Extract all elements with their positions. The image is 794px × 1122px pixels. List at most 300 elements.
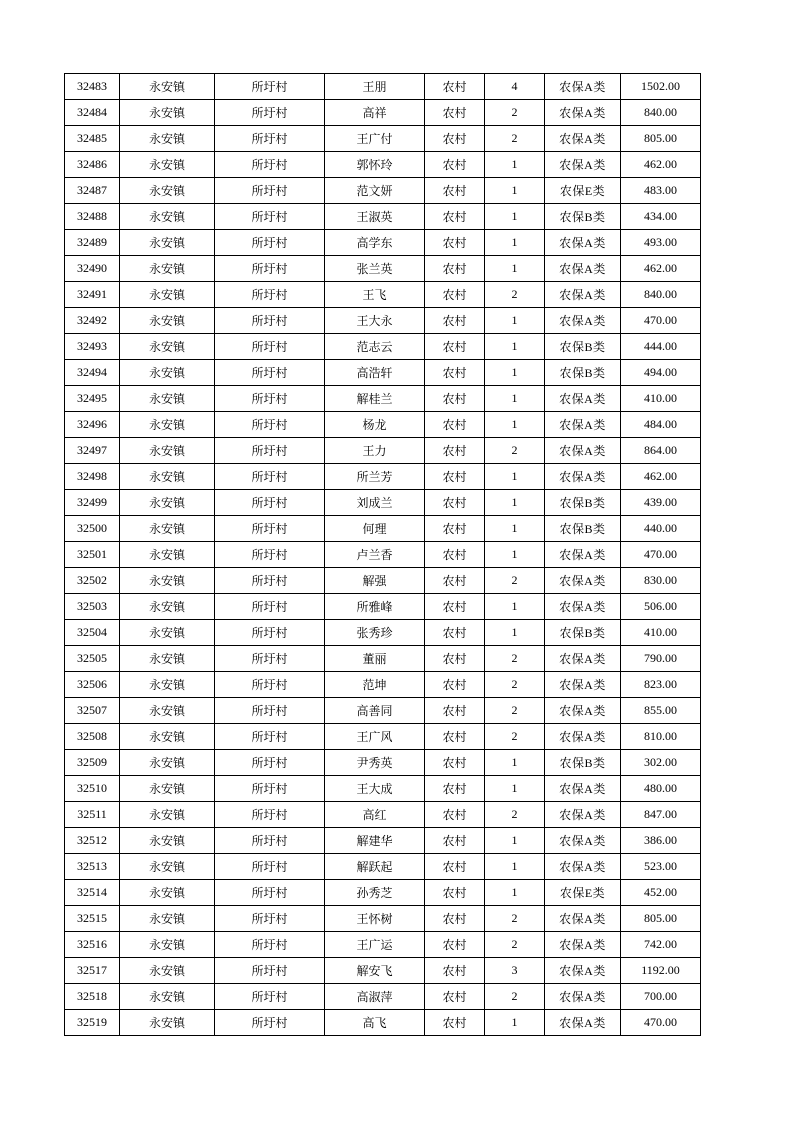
table-cell-category: 农保A类 xyxy=(545,152,621,178)
table-cell-town: 永安镇 xyxy=(120,854,215,880)
table-cell-count: 1 xyxy=(485,334,545,360)
table-cell-town: 永安镇 xyxy=(120,256,215,282)
table-cell-amount: 805.00 xyxy=(621,906,701,932)
table-cell-amount: 483.00 xyxy=(621,178,701,204)
table-cell-type: 农村 xyxy=(425,776,485,802)
table-cell-id: 32497 xyxy=(65,438,120,464)
table-cell-village: 所圩村 xyxy=(215,464,325,490)
table-row xyxy=(65,490,701,516)
table-cell-id: 32492 xyxy=(65,308,120,334)
table-cell-type: 农村 xyxy=(425,412,485,438)
table-cell-village: 所圩村 xyxy=(215,74,325,100)
table-cell-name: 王怀树 xyxy=(325,906,425,932)
table-cell-village: 所圩村 xyxy=(215,152,325,178)
table-cell-count: 4 xyxy=(485,74,545,100)
table-cell-count: 2 xyxy=(485,724,545,750)
table-cell-village: 所圩村 xyxy=(215,100,325,126)
table-cell-count: 2 xyxy=(485,672,545,698)
table-cell-type: 农村 xyxy=(425,360,485,386)
table-cell-amount: 440.00 xyxy=(621,516,701,542)
table-cell-town: 永安镇 xyxy=(120,516,215,542)
table-cell-village: 所圩村 xyxy=(215,958,325,984)
table-cell-id: 32487 xyxy=(65,178,120,204)
table-row xyxy=(65,152,701,178)
table-cell-amount: 480.00 xyxy=(621,776,701,802)
table-cell-category: 农保A类 xyxy=(545,412,621,438)
table-cell-village: 所圩村 xyxy=(215,932,325,958)
table-cell-type: 农村 xyxy=(425,880,485,906)
table-cell-town: 永安镇 xyxy=(120,152,215,178)
table-cell-amount: 864.00 xyxy=(621,438,701,464)
table-row xyxy=(65,698,701,724)
table-cell-name: 刘成兰 xyxy=(325,490,425,516)
table-cell-type: 农村 xyxy=(425,386,485,412)
table-cell-village: 所圩村 xyxy=(215,802,325,828)
table-cell-category: 农保A类 xyxy=(545,984,621,1010)
table-row xyxy=(65,568,701,594)
table-cell-count: 1 xyxy=(485,412,545,438)
table-cell-id: 32483 xyxy=(65,74,120,100)
table-cell-count: 1 xyxy=(485,152,545,178)
table-cell-amount: 830.00 xyxy=(621,568,701,594)
table-cell-type: 农村 xyxy=(425,126,485,152)
table-cell-town: 永安镇 xyxy=(120,204,215,230)
table-cell-count: 1 xyxy=(485,620,545,646)
table-cell-category: 农保A类 xyxy=(545,256,621,282)
table-row xyxy=(65,256,701,282)
table-cell-name: 王飞 xyxy=(325,282,425,308)
table-cell-id: 32498 xyxy=(65,464,120,490)
table-cell-id: 32504 xyxy=(65,620,120,646)
table-cell-type: 农村 xyxy=(425,308,485,334)
table-cell-category: 农保A类 xyxy=(545,464,621,490)
table-cell-name: 王大成 xyxy=(325,776,425,802)
table-cell-town: 永安镇 xyxy=(120,750,215,776)
table-cell-town: 永安镇 xyxy=(120,334,215,360)
table-cell-name: 解建华 xyxy=(325,828,425,854)
table-cell-id: 32484 xyxy=(65,100,120,126)
table-cell-amount: 470.00 xyxy=(621,308,701,334)
table-cell-village: 所圩村 xyxy=(215,1010,325,1036)
table-cell-name: 范志云 xyxy=(325,334,425,360)
table-cell-type: 农村 xyxy=(425,620,485,646)
table-cell-name: 高善同 xyxy=(325,698,425,724)
table-row xyxy=(65,74,701,100)
table-cell-id: 32485 xyxy=(65,126,120,152)
table-cell-id: 32514 xyxy=(65,880,120,906)
table-row xyxy=(65,438,701,464)
table-cell-name: 高飞 xyxy=(325,1010,425,1036)
table-cell-name: 解安飞 xyxy=(325,958,425,984)
table-cell-name: 张秀珍 xyxy=(325,620,425,646)
table-cell-id: 32499 xyxy=(65,490,120,516)
table-cell-count: 2 xyxy=(485,906,545,932)
table-cell-type: 农村 xyxy=(425,724,485,750)
table-cell-category: 农保A类 xyxy=(545,724,621,750)
table-cell-category: 农保B类 xyxy=(545,360,621,386)
table-cell-amount: 470.00 xyxy=(621,542,701,568)
table-cell-type: 农村 xyxy=(425,256,485,282)
table-cell-category: 农保B类 xyxy=(545,516,621,542)
table-cell-amount: 410.00 xyxy=(621,386,701,412)
table-cell-category: 农保A类 xyxy=(545,958,621,984)
table-cell-count: 2 xyxy=(485,646,545,672)
table-cell-name: 所雅峰 xyxy=(325,594,425,620)
table-row xyxy=(65,100,701,126)
table-cell-village: 所圩村 xyxy=(215,256,325,282)
table-cell-category: 农保A类 xyxy=(545,906,621,932)
table-cell-id: 32508 xyxy=(65,724,120,750)
table-cell-town: 永安镇 xyxy=(120,932,215,958)
table-cell-amount: 386.00 xyxy=(621,828,701,854)
table-cell-village: 所圩村 xyxy=(215,438,325,464)
table-cell-amount: 855.00 xyxy=(621,698,701,724)
table-cell-name: 卢兰香 xyxy=(325,542,425,568)
table-cell-village: 所圩村 xyxy=(215,542,325,568)
table-row xyxy=(65,542,701,568)
table-cell-type: 农村 xyxy=(425,542,485,568)
table-row xyxy=(65,880,701,906)
table-cell-count: 2 xyxy=(485,568,545,594)
table-cell-town: 永安镇 xyxy=(120,880,215,906)
table-cell-count: 1 xyxy=(485,256,545,282)
table-row xyxy=(65,464,701,490)
table-cell-id: 32486 xyxy=(65,152,120,178)
table-cell-amount: 805.00 xyxy=(621,126,701,152)
table-cell-category: 农保A类 xyxy=(545,854,621,880)
table-cell-category: 农保E类 xyxy=(545,880,621,906)
table-cell-name: 范坤 xyxy=(325,672,425,698)
table-cell-amount: 470.00 xyxy=(621,1010,701,1036)
table-cell-id: 32515 xyxy=(65,906,120,932)
table-cell-category: 农保A类 xyxy=(545,594,621,620)
table-row xyxy=(65,516,701,542)
table-cell-count: 1 xyxy=(485,360,545,386)
table-cell-count: 1 xyxy=(485,204,545,230)
table-cell-town: 永安镇 xyxy=(120,984,215,1010)
table-cell-type: 农村 xyxy=(425,230,485,256)
table-cell-name: 孙秀芝 xyxy=(325,880,425,906)
table-cell-town: 永安镇 xyxy=(120,542,215,568)
table-row xyxy=(65,386,701,412)
table-cell-amount: 494.00 xyxy=(621,360,701,386)
table-cell-category: 农保A类 xyxy=(545,672,621,698)
table-cell-name: 高红 xyxy=(325,802,425,828)
table-cell-name: 王淑英 xyxy=(325,204,425,230)
table-cell-category: 农保A类 xyxy=(545,802,621,828)
table-cell-village: 所圩村 xyxy=(215,178,325,204)
table-cell-name: 何理 xyxy=(325,516,425,542)
table-cell-count: 1 xyxy=(485,776,545,802)
table-row xyxy=(65,178,701,204)
table-cell-name: 解强 xyxy=(325,568,425,594)
table-cell-town: 永安镇 xyxy=(120,906,215,932)
table-cell-category: 农保A类 xyxy=(545,74,621,100)
table-cell-amount: 484.00 xyxy=(621,412,701,438)
table-cell-count: 1 xyxy=(485,828,545,854)
table-cell-count: 3 xyxy=(485,958,545,984)
table-cell-village: 所圩村 xyxy=(215,750,325,776)
table-cell-count: 1 xyxy=(485,542,545,568)
table-cell-village: 所圩村 xyxy=(215,360,325,386)
table-cell-village: 所圩村 xyxy=(215,880,325,906)
table-cell-village: 所圩村 xyxy=(215,386,325,412)
table-cell-town: 永安镇 xyxy=(120,776,215,802)
table-cell-village: 所圩村 xyxy=(215,672,325,698)
table-cell-village: 所圩村 xyxy=(215,204,325,230)
table-cell-count: 1 xyxy=(485,854,545,880)
table-cell-category: 农保E类 xyxy=(545,178,621,204)
table-cell-category: 农保B类 xyxy=(545,204,621,230)
table-cell-type: 农村 xyxy=(425,594,485,620)
table-cell-id: 32516 xyxy=(65,932,120,958)
table-cell-town: 永安镇 xyxy=(120,958,215,984)
table-cell-town: 永安镇 xyxy=(120,282,215,308)
table-cell-count: 1 xyxy=(485,464,545,490)
table-cell-type: 农村 xyxy=(425,750,485,776)
table-cell-type: 农村 xyxy=(425,1010,485,1036)
table-cell-amount: 742.00 xyxy=(621,932,701,958)
table-cell-category: 农保B类 xyxy=(545,490,621,516)
table-cell-amount: 410.00 xyxy=(621,620,701,646)
table-row xyxy=(65,620,701,646)
table-cell-type: 农村 xyxy=(425,152,485,178)
table-cell-town: 永安镇 xyxy=(120,568,215,594)
table-cell-amount: 462.00 xyxy=(621,256,701,282)
table-cell-name: 王广付 xyxy=(325,126,425,152)
table-cell-type: 农村 xyxy=(425,490,485,516)
table-cell-type: 农村 xyxy=(425,74,485,100)
table-cell-town: 永安镇 xyxy=(120,438,215,464)
table-cell-town: 永安镇 xyxy=(120,308,215,334)
table-row xyxy=(65,594,701,620)
table-cell-category: 农保B类 xyxy=(545,620,621,646)
table-cell-village: 所圩村 xyxy=(215,126,325,152)
table-cell-count: 1 xyxy=(485,516,545,542)
table-cell-town: 永安镇 xyxy=(120,178,215,204)
table-cell-amount: 700.00 xyxy=(621,984,701,1010)
table-cell-category: 农保A类 xyxy=(545,230,621,256)
table-cell-id: 32518 xyxy=(65,984,120,1010)
table-cell-village: 所圩村 xyxy=(215,490,325,516)
table-cell-name: 张兰英 xyxy=(325,256,425,282)
table-cell-town: 永安镇 xyxy=(120,230,215,256)
table-cell-type: 农村 xyxy=(425,334,485,360)
table-cell-name: 王广运 xyxy=(325,932,425,958)
table-cell-amount: 493.00 xyxy=(621,230,701,256)
table-cell-type: 农村 xyxy=(425,698,485,724)
table-row xyxy=(65,906,701,932)
table-cell-amount: 840.00 xyxy=(621,282,701,308)
table-row xyxy=(65,984,701,1010)
table-cell-amount: 452.00 xyxy=(621,880,701,906)
table-cell-type: 农村 xyxy=(425,672,485,698)
table-cell-id: 32489 xyxy=(65,230,120,256)
table-cell-type: 农村 xyxy=(425,932,485,958)
table-cell-type: 农村 xyxy=(425,906,485,932)
table-cell-count: 1 xyxy=(485,490,545,516)
table-cell-id: 32511 xyxy=(65,802,120,828)
table-cell-id: 32512 xyxy=(65,828,120,854)
table-cell-id: 32501 xyxy=(65,542,120,568)
table-cell-id: 32513 xyxy=(65,854,120,880)
table-cell-town: 永安镇 xyxy=(120,724,215,750)
table-cell-id: 32509 xyxy=(65,750,120,776)
table-row xyxy=(65,750,701,776)
table-cell-category: 农保A类 xyxy=(545,308,621,334)
table-cell-amount: 1192.00 xyxy=(621,958,701,984)
table-cell-village: 所圩村 xyxy=(215,334,325,360)
table-cell-town: 永安镇 xyxy=(120,74,215,100)
table-cell-name: 解桂兰 xyxy=(325,386,425,412)
table-cell-town: 永安镇 xyxy=(120,386,215,412)
table-cell-amount: 506.00 xyxy=(621,594,701,620)
table-cell-type: 农村 xyxy=(425,568,485,594)
table-cell-count: 1 xyxy=(485,178,545,204)
table-cell-village: 所圩村 xyxy=(215,594,325,620)
table-cell-village: 所圩村 xyxy=(215,854,325,880)
table-cell-town: 永安镇 xyxy=(120,100,215,126)
table-cell-amount: 302.00 xyxy=(621,750,701,776)
table-row xyxy=(65,646,701,672)
table-cell-town: 永安镇 xyxy=(120,1010,215,1036)
table-cell-count: 1 xyxy=(485,386,545,412)
table-cell-type: 农村 xyxy=(425,958,485,984)
table-cell-town: 永安镇 xyxy=(120,126,215,152)
table-cell-type: 农村 xyxy=(425,828,485,854)
table-cell-name: 王大永 xyxy=(325,308,425,334)
table-cell-town: 永安镇 xyxy=(120,802,215,828)
roster-table xyxy=(64,73,701,1036)
table-cell-count: 1 xyxy=(485,308,545,334)
table-cell-category: 农保A类 xyxy=(545,126,621,152)
table-cell-category: 农保A类 xyxy=(545,932,621,958)
table-cell-village: 所圩村 xyxy=(215,412,325,438)
table-cell-village: 所圩村 xyxy=(215,568,325,594)
table-row xyxy=(65,724,701,750)
table-cell-category: 农保A类 xyxy=(545,776,621,802)
table-cell-amount: 840.00 xyxy=(621,100,701,126)
table-cell-type: 农村 xyxy=(425,178,485,204)
table-cell-village: 所圩村 xyxy=(215,646,325,672)
table-cell-amount: 439.00 xyxy=(621,490,701,516)
table-cell-category: 农保A类 xyxy=(545,282,621,308)
table-cell-type: 农村 xyxy=(425,438,485,464)
table-cell-count: 2 xyxy=(485,282,545,308)
table-cell-count: 2 xyxy=(485,438,545,464)
table-row xyxy=(65,334,701,360)
table-row xyxy=(65,932,701,958)
table-cell-town: 永安镇 xyxy=(120,672,215,698)
table-cell-category: 农保B类 xyxy=(545,750,621,776)
table-cell-count: 1 xyxy=(485,230,545,256)
table-cell-amount: 523.00 xyxy=(621,854,701,880)
table-row xyxy=(65,854,701,880)
table-cell-name: 高淑萍 xyxy=(325,984,425,1010)
table-cell-name: 王力 xyxy=(325,438,425,464)
table-cell-id: 32490 xyxy=(65,256,120,282)
table-cell-town: 永安镇 xyxy=(120,412,215,438)
table-row xyxy=(65,1010,701,1036)
table-cell-name: 董丽 xyxy=(325,646,425,672)
table-cell-type: 农村 xyxy=(425,516,485,542)
table-cell-amount: 823.00 xyxy=(621,672,701,698)
table-cell-name: 王广风 xyxy=(325,724,425,750)
table-cell-id: 32507 xyxy=(65,698,120,724)
table-cell-count: 2 xyxy=(485,932,545,958)
table-cell-village: 所圩村 xyxy=(215,282,325,308)
table-row xyxy=(65,230,701,256)
table-cell-type: 农村 xyxy=(425,854,485,880)
table-cell-id: 32502 xyxy=(65,568,120,594)
table-cell-village: 所圩村 xyxy=(215,516,325,542)
table-row xyxy=(65,828,701,854)
table-cell-village: 所圩村 xyxy=(215,906,325,932)
table-cell-name: 郭怀玲 xyxy=(325,152,425,178)
table-cell-town: 永安镇 xyxy=(120,594,215,620)
table-cell-village: 所圩村 xyxy=(215,724,325,750)
table-cell-category: 农保A类 xyxy=(545,386,621,412)
table-cell-category: 农保A类 xyxy=(545,542,621,568)
table-cell-count: 2 xyxy=(485,802,545,828)
roster-table-body xyxy=(65,74,701,1036)
table-row xyxy=(65,204,701,230)
table-cell-amount: 847.00 xyxy=(621,802,701,828)
table-cell-village: 所圩村 xyxy=(215,776,325,802)
table-cell-name: 高学东 xyxy=(325,230,425,256)
table-cell-type: 农村 xyxy=(425,204,485,230)
table-cell-count: 2 xyxy=(485,100,545,126)
table-cell-name: 尹秀英 xyxy=(325,750,425,776)
table-cell-amount: 444.00 xyxy=(621,334,701,360)
table-cell-type: 农村 xyxy=(425,646,485,672)
table-cell-town: 永安镇 xyxy=(120,646,215,672)
table-cell-village: 所圩村 xyxy=(215,308,325,334)
table-row xyxy=(65,776,701,802)
table-cell-id: 32519 xyxy=(65,1010,120,1036)
table-row xyxy=(65,308,701,334)
table-cell-town: 永安镇 xyxy=(120,828,215,854)
table-cell-town: 永安镇 xyxy=(120,698,215,724)
table-cell-category: 农保A类 xyxy=(545,568,621,594)
table-cell-type: 农村 xyxy=(425,100,485,126)
table-cell-name: 解跃起 xyxy=(325,854,425,880)
table-cell-name: 王朋 xyxy=(325,74,425,100)
table-cell-village: 所圩村 xyxy=(215,230,325,256)
table-row xyxy=(65,360,701,386)
table-cell-category: 农保A类 xyxy=(545,698,621,724)
table-row xyxy=(65,802,701,828)
table-cell-id: 32503 xyxy=(65,594,120,620)
table-row xyxy=(65,412,701,438)
table-row xyxy=(65,672,701,698)
table-row xyxy=(65,282,701,308)
table-cell-category: 农保A类 xyxy=(545,100,621,126)
table-cell-id: 32496 xyxy=(65,412,120,438)
table-cell-count: 2 xyxy=(485,698,545,724)
table-cell-id: 32505 xyxy=(65,646,120,672)
table-cell-village: 所圩村 xyxy=(215,620,325,646)
table-cell-type: 农村 xyxy=(425,802,485,828)
table-cell-count: 1 xyxy=(485,880,545,906)
table-cell-name: 杨龙 xyxy=(325,412,425,438)
table-cell-id: 32510 xyxy=(65,776,120,802)
table-cell-category: 农保A类 xyxy=(545,438,621,464)
table-cell-town: 永安镇 xyxy=(120,464,215,490)
table-cell-category: 农保A类 xyxy=(545,1010,621,1036)
table-cell-name: 高祥 xyxy=(325,100,425,126)
table-cell-count: 2 xyxy=(485,984,545,1010)
